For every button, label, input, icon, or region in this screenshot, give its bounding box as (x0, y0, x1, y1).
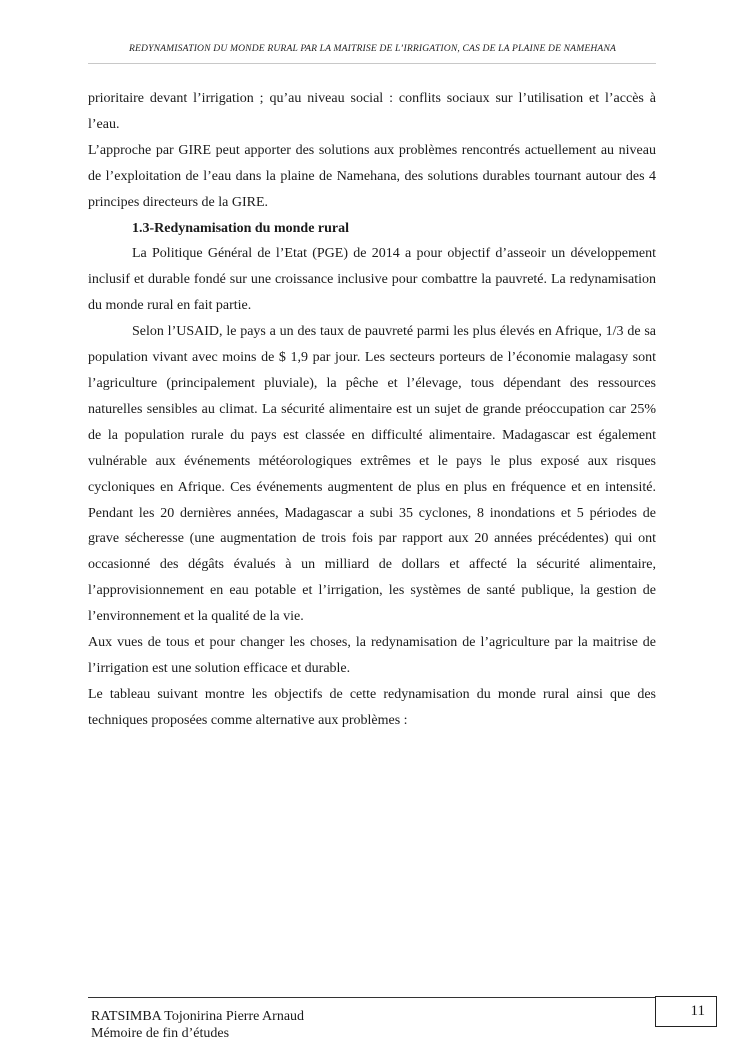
paragraph-solution: Aux vues de tous et pour changer les choses, la redynamisation de l’agriculture par la maitrise de l’irrigation est une solution efficace et durable. (88, 635, 656, 676)
document-body (88, 86, 656, 734)
section-heading: 1.3-Redynamisation du monde rural (132, 220, 350, 236)
footer-divider (88, 997, 656, 998)
footer-subtitle: Mémoire de fin d’études (91, 1026, 230, 1041)
running-header: REDYNAMISATION DU MONDE RURAL PAR LA MAITRISE DE L’IRRIGATION, CAS DE LA PLAINE DE NAMEHANA (129, 43, 616, 54)
paragraph-pge: La Politique Général de l’Etat (PGE) de 2014 a pour objectif d’asseoir un développement inclusif et durable fondé sur une croissance inclusive pour combattre la pauvreté. La redynamisation du monde rural en fait partie. (88, 246, 656, 314)
paragraph-table-intro: Le tableau suivant montre les objectifs de cette redynamisation du monde rural ainsi que des techniques proposées comme alternative aux problèmes : (88, 686, 656, 728)
paragraph-continuation: prioritaire devant l’irrigation ; qu’au niveau social : conflits sociaux sur l’utilisation et l’accès à l’eau. (88, 91, 656, 132)
header-divider (88, 63, 656, 64)
paragraph-gire-approach: L’approche par GIRE peut apporter des solutions aux problèmes rencontrés actuellement au niveau de l’exploitation de l’eau dans la plaine de Namehana, des solutions durables tournant autour des 4 principes directeurs de la GIRE. (88, 142, 656, 210)
paragraph-usaid: Selon l’USAID, le pays a un des taux de pauvreté parmi les plus élevés en Afrique, 1/3 de sa population vivant avec moins de $ 1,9 par jour. Les secteurs porteurs de l’économie malagasy sont l’agriculture (principalement pluviale), la pêche et l’élevage, tous dépendant des ressources naturelles sensibles au climat. La sécurité alimentaire est un sujet de grande préoccupation car 25% de la population rurale du pays est classée en difficulté alimentaire. Madagascar est également vulnérable aux événements météorologiques extrêmes et le pays le plus exposé aux risques cycloniques en Afrique. Ces événements augmentent de plus en plus en fréquence et en intensité. Pendant les 20 dernières années, Madagascar a subi 35 cyclones, 8 inondations et 5 périodes de grave sécheresse (une augmentation de trois fois par rapport aux 20 années précédentes) qui ont occasionné des dégâts évalués à un milliard de dollars et affecté la sécurité alimentaire, l’approvisionnement en eau potable et l’irrigation, les systèmes de santé publique, la gestion de l’environnement et la qualité de la vie. (88, 324, 656, 625)
footer-author: RATSIMBA Tojonirina Pierre Arnaud (91, 1009, 305, 1024)
page-number: 11 (655, 996, 717, 1027)
